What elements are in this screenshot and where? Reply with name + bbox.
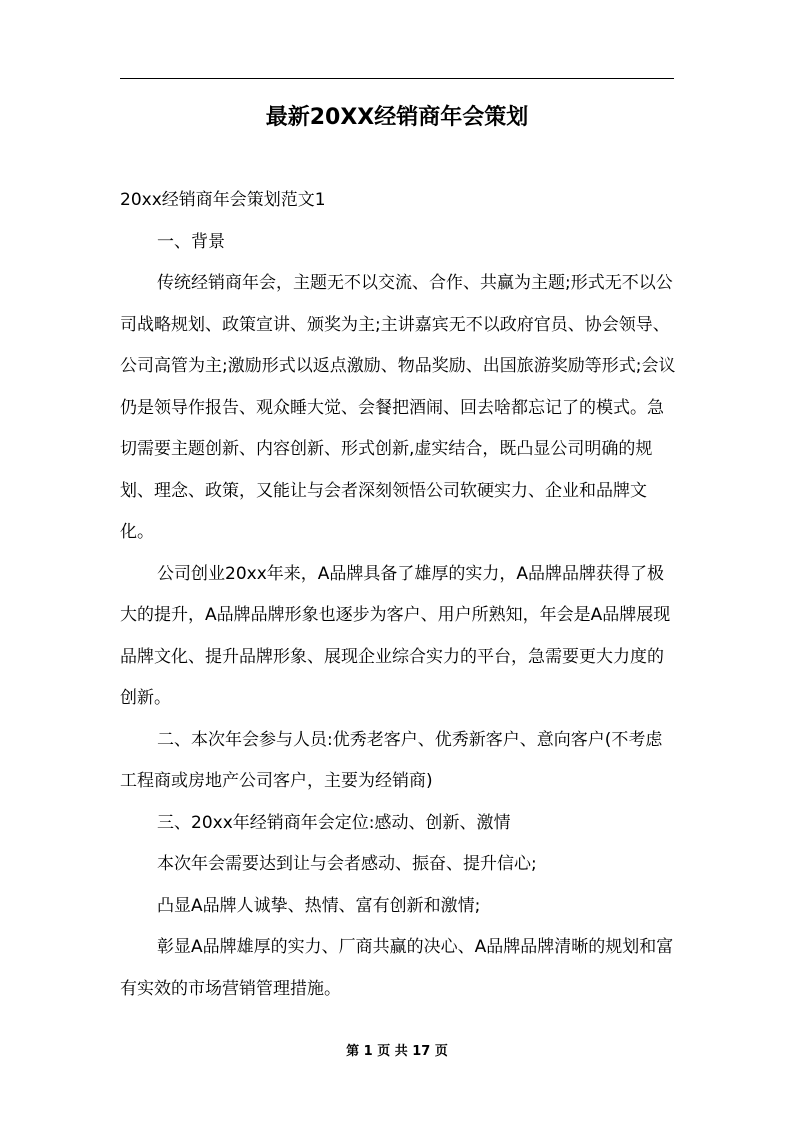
- header-rule: [120, 78, 674, 79]
- section-heading-positioning: 三、20xx年经销商年会定位:感动、创新、激情: [157, 812, 511, 833]
- document-body: [120, 180, 676, 1010]
- paragraph-company: 公司创业20xx年来，A品牌具备了雄厚的实力，A品牌品牌获得了极大的提升，A品牌品牌形象也逐步为客户、用户所熟知，年会是A品牌展现品牌文化、提升品牌形象、展现企业综合实力的平台，急需要更大力度的创新。: [120, 563, 671, 708]
- paragraph-highlight: 凸显A品牌人诚挚、热情、富有创新和激情;: [157, 895, 481, 916]
- section-heading-background: 一、背景: [157, 231, 225, 252]
- paragraph-showcase: 彰显A品牌雄厚的实力、厂商共赢的决心、A品牌品牌清晰的规划和富有实效的市场营销管理措施。: [120, 937, 674, 999]
- document-title: 最新20XX经销商年会策划: [265, 105, 529, 130]
- section-heading-fanwen: 20xx经销商年会策划范文1: [120, 190, 326, 210]
- paragraph-participants: 二、本次年会参与人员:优秀老客户、优秀新客户、意向客户(不考虑工程商或房地产公司客户，主要为经销商): [120, 729, 663, 791]
- paragraph-background: 传统经销商年会，主题无不以交流、合作、共赢为主题;形式无不以公司战略规划、政策宣讲、颁奖为主;主讲嘉宾无不以政府官员、协会领导、公司高管为主;激励形式以返点激励、物品奖励、出国旅游奖励等形式;会议仍是领导作报告、观众睡大觉、会餐把酒闹、回去啥都忘记了的模式。急切需要主题创新、内容创新、形式创新,虚实结合，既凸显公司明确的规划、理念、政策，又能让与会者深刻领悟公司软硬实力、企业和品牌文化。: [120, 273, 676, 542]
- page-number: 第 1 页 共 17 页: [346, 1044, 448, 1059]
- paragraph-goal: 本次年会需要达到让与会者感动、振奋、提升信心;: [157, 854, 537, 874]
